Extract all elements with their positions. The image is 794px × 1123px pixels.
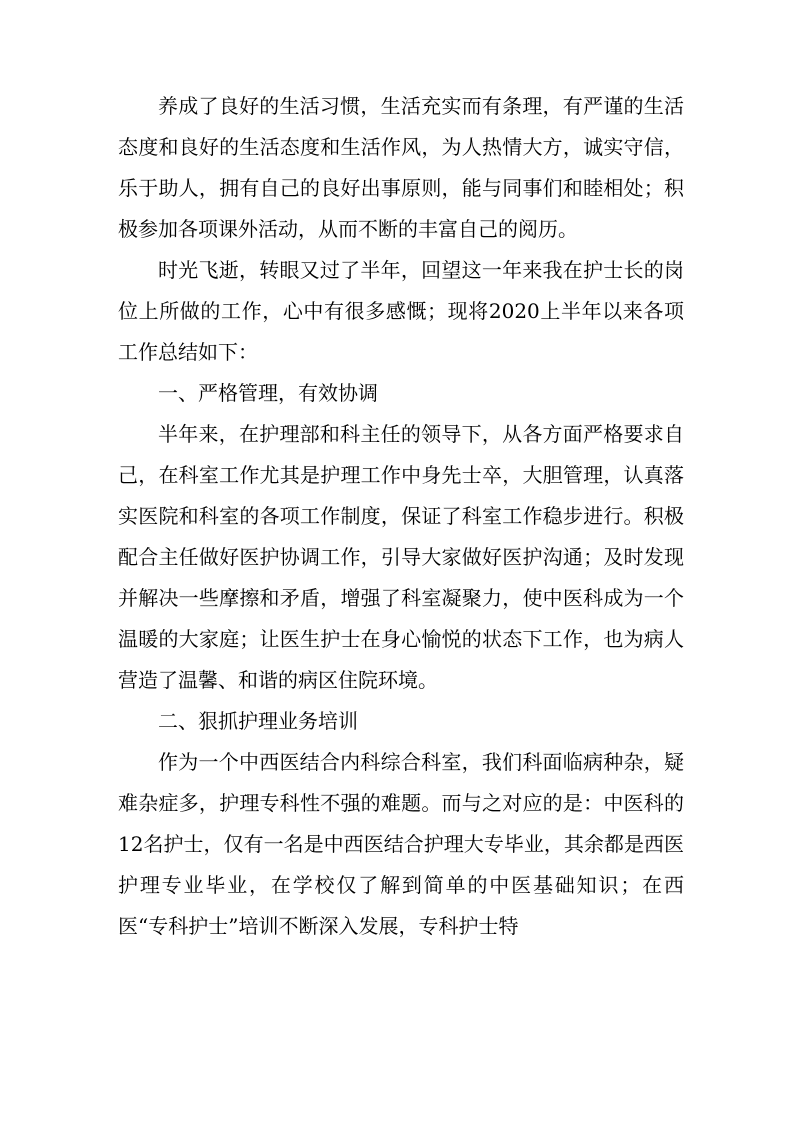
document-body	[118, 86, 684, 947]
paragraph-management: 半年来，在护理部和科主任的领导下，从各方面严格要求自己，在科室工作尤其是护理工作中身先士卒，大胆管理，认真落实医院和科室的各项工作制度，保证了科室工作稳步进行。积极配合主任做好医护协调工作，引导大家做好医护沟通；及时发现并解决一些摩擦和矛盾，增强了科室凝聚力，使中医科成为一个温暖的大家庭；让医生护士在身心愉悦的状态下工作，也为病人营造了温馨、和谐的病区住院环境。	[118, 422, 684, 692]
paragraph-training: 作为一个中西医结合内科综合科室，我们科面临病种杂，疑难杂症多，护理专科性不强的难题。而与之对应的是：中医科的12名护士，仅有一名是中西医结合护理大专毕业，其余都是西医护理专业毕业，在学校仅了解到简单的中医基础知识；在西医“专科护士”培训不断深入发展，专科护士特	[118, 750, 684, 938]
section-heading-management: 一、严格管理，有效协调	[158, 381, 378, 405]
paragraph-intro-summary: 时光飞逝，转眼又过了半年，回望这一年来我在护士长的岗位上所做的工作，心中有很多感慨；现将2020上半年以来各项工作总结如下：	[118, 258, 684, 364]
section-heading-training: 二、狠抓护理业务培训	[158, 709, 358, 733]
paragraph-habits: 养成了良好的生活习惯，生活充实而有条理，有严谨的生活态度和良好的生活态度和生活作风，为人热情大方，诚实守信，乐于助人，拥有自己的良好出事原则，能与同事们和睦相处；积极参加各项课外活动，从而不断的丰富自己的阅历。	[118, 94, 684, 241]
